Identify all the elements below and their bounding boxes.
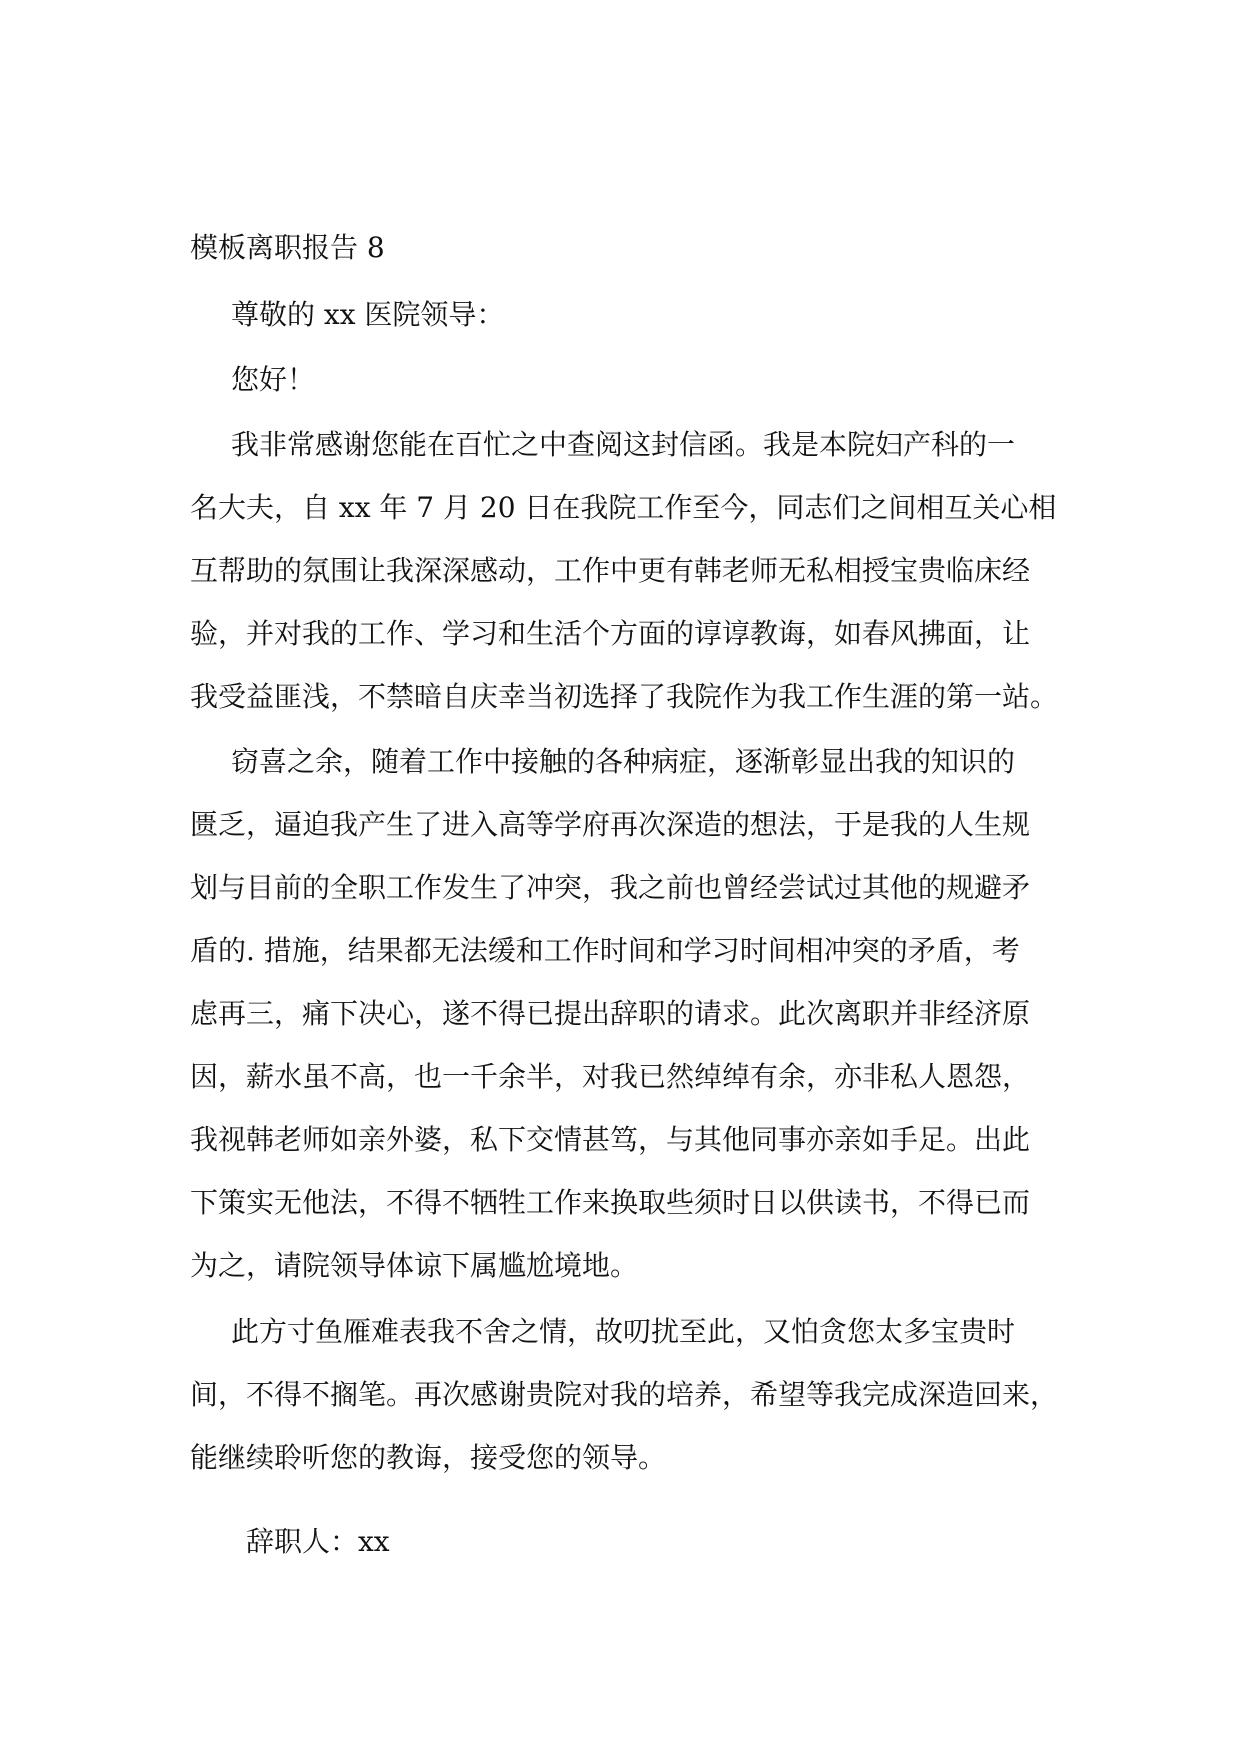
paragraph-1-line: 验，并对我的工作、学习和生活个方面的谆谆教诲，如春风拂面，让 (190, 617, 1031, 650)
signature: 辞职人：xx (246, 1525, 390, 1558)
paragraph-2-line: 我视韩老师如亲外婆，私下交情甚笃，与其他同事亦亲如手足。出此 (190, 1123, 1031, 1156)
paragraph-2-line: 盾的. 措施，结果都无法缓和工作时间和学习时间相冲突的矛盾，考 (190, 934, 1020, 967)
paragraph-2-line: 划与目前的全职工作发生了冲突，我之前也曾经尝试过其他的规避矛 (190, 871, 1031, 904)
paragraph-3-line: 间，不得不搁笔。再次感谢贵院对我的培养，希望等我完成深造回来， (190, 1378, 1059, 1411)
paragraph-1-line: 我非常感谢您能在百忙之中查阅这封信函。我是本院妇产科的一 (231, 428, 1016, 461)
paragraph-1-line: 互帮助的氛围让我深深感动，工作中更有韩老师无私相授宝贵临床经 (190, 554, 1031, 587)
paragraph-1-line: 名大夫，自 xx 年 7 月 20 日在我院工作至今，同志们之间相互关心相 (190, 491, 1057, 524)
paragraph-2-line: 为之，请院领导体谅下属尴尬境地。 (190, 1249, 639, 1282)
document-title: 模板离职报告 8 (190, 231, 385, 264)
paragraph-3-line: 此方寸鱼雁难表我不舍之情，故叨扰至此，又怕贪您太多宝贵时 (231, 1315, 1016, 1348)
salutation: 尊敬的 xx 医院领导： (231, 298, 505, 331)
greeting: 您好！ (231, 363, 316, 396)
paragraph-2-line: 虑再三，痛下决心，遂不得已提出辞职的请求。此次离职并非经济原 (190, 997, 1031, 1030)
paragraph-3-line: 能继续聆听您的教诲，接受您的领导。 (190, 1441, 667, 1474)
paragraph-2-line: 匮乏，逼迫我产生了进入高等学府再次深造的想法，于是我的人生规 (190, 808, 1031, 841)
paragraph-2-line: 窃喜之余，随着工作中接触的各种病症，逐渐彰显出我的知识的 (231, 745, 1016, 778)
paragraph-2-line: 因，薪水虽不高，也一千余半，对我已然绰绰有余，亦非私人恩怨， (190, 1060, 1031, 1093)
paragraph-1-line: 我受益匪浅，不禁暗自庆幸当初选择了我院作为我工作生涯的第一站。 (190, 680, 1059, 713)
paragraph-2-line: 下策实无他法，不得不牺牲工作来换取些须时日以供读书，不得已而 (190, 1186, 1031, 1219)
